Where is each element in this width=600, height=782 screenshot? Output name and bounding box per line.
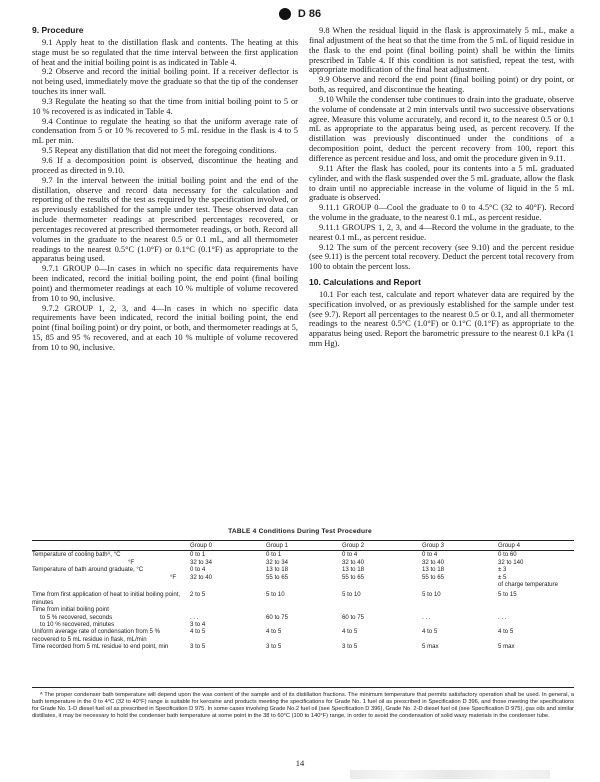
table-cell: 4 to 5 <box>266 628 282 636</box>
table-cell-dots: . . . <box>422 613 431 621</box>
table-cell: 4 to 5 <box>498 628 514 636</box>
paragraph: 9.1 Apply heat to the distillation flask and contents. The heating at this stage must be so regulated that the time interval between the first application of heat and the initial boiling point is as indicated in Table 4. <box>32 36 298 67</box>
paragraph: 9.12 The sum of the percent recovery (see 9.10) and the percent residue (see 9.11) is the percent total recovery. Deduct the percent total recovery from 100 to obtain the percent loss. <box>309 241 574 272</box>
table-cell-dots: . . . <box>498 613 507 621</box>
table-cell: 0 to 4 <box>190 566 206 574</box>
table-footnote <box>32 692 574 720</box>
table-row <box>32 559 574 566</box>
table-cell: 3 to 5 <box>342 643 358 651</box>
table-cell: 60 to 75 <box>266 613 289 621</box>
table-cell: 32 to 34 <box>190 558 213 566</box>
table-cell: Uniform average rate of condensation from 5 % recovered to 5 mL residue in flask, mL/min <box>32 628 161 643</box>
table-cell: 4 to 5 <box>342 628 358 636</box>
table-cell: 55 to 65 <box>266 573 289 581</box>
table-cell: 5 to 10 <box>266 591 285 599</box>
table-cell-dots: . . . <box>190 613 199 621</box>
table-header-cell: Group 1 <box>266 541 342 551</box>
table-cell: 55 to 65 <box>422 573 445 581</box>
table-cell: 0 to 4 <box>422 551 438 559</box>
table-cell: 13 to 18 <box>266 566 289 574</box>
table-cell: Time from initial boiling point <box>32 606 109 614</box>
table-cell: Temperature of bath around graduate, °C <box>32 566 144 574</box>
table-cell: to 5 % recovered, seconds <box>40 613 113 621</box>
paragraph: 9.7.1 GROUP 0—In cases in which no specific data requirements have been indicated, record the initial boiling point, the end point (final boiling point) and thermometer readings at each 10 % multiple of volume recovered from 10 to 90, inclusive. <box>32 263 298 303</box>
table-cell: °F <box>170 573 177 581</box>
paragraph: 9.7 In the interval between the initial boiling point and the end of the distillation, observe and record data necessary for the calculation and reporting of the results of the test as required by the specification involved, or as previously established for the sample under test. These observed data can include thermometer readings at prescribed percentages recovered, or percentages recovered at prescribed thermometer readings, or both. Record all volumes in the graduate to the nearest 0.5 or 0.1 mL, and all thermometer readings to the nearest 0.5°C (1.0°F) or 0.1°C (0.1°F) as appropriate to the apparatus being used. <box>32 174 298 264</box>
table-header-row <box>32 541 574 551</box>
table-cell: 5 max <box>422 643 439 651</box>
table-row <box>32 621 574 628</box>
table-row <box>32 643 574 650</box>
table-cell: of charge temperature <box>498 581 558 589</box>
paragraph: 9.8 When the residual liquid in the flask is approximately 5 mL, make a final adjustment of the heat so that the time from the 5 mL of liquid residue in the flask to the end point (final boiling point) shall be within the limits prescribed in Table 4. If this condition is not satisfied, repeat the test, with appropriate modification of the final heat adjustment. <box>309 25 574 75</box>
table-cell: Time from first application of heat to initial boiling point, minutes <box>32 591 181 606</box>
table-cell: 3 to 5 <box>190 643 206 651</box>
section-heading-procedure: 9. Procedure <box>32 25 84 35</box>
table-bottom-rule <box>32 687 574 688</box>
right-column <box>309 26 574 349</box>
table-row <box>32 551 574 559</box>
table-cell: 13 to 18 <box>422 566 445 574</box>
table-cell: 4 to 5 <box>190 628 206 636</box>
table-cell: 32 to 40 <box>422 558 445 566</box>
table-row <box>32 566 574 573</box>
table-cell: Temperature of cooling bathᴬ, °C <box>32 551 121 559</box>
table-cell: ± 3 <box>498 566 507 574</box>
table-cell: ± 5 <box>498 573 507 581</box>
page-header <box>0 8 600 20</box>
table-cell: 32 to 34 <box>266 558 289 566</box>
table-cell: 0 to 1 <box>190 551 206 559</box>
table-row <box>32 606 574 613</box>
table-cell: 5 to 10 <box>422 591 441 599</box>
conditions-table <box>32 540 574 651</box>
table-row <box>32 614 574 621</box>
table-cell: 3 to 5 <box>266 643 282 651</box>
paragraph: 10.1 For each test, calculate and report whatever data are required by the specification involved, or as previously established for the sample under test (see 9.7). Report all percentages to the nearest 0.5 or 0.1, and all thermometer readings to the nearest 0.5°C (1.0°F) or 0.1°C (0.1°F) as appropriate to the apparatus being used. Report the barometric pressure to the nearest 0.1 kPa (1 mm Hg). <box>309 288 574 349</box>
table-cell: 2 to 5 <box>190 591 206 599</box>
table-cell: 5 to 15 <box>498 591 517 599</box>
left-column <box>32 26 298 353</box>
paragraph: 9.10 While the condenser tube continues to drain into the graduate, observe the volume of condensate at 2 min intervals until two successive observations agree. Measure this volume accurately, and record it, to the nearest 0.5 or 0.1 mL as appropriate to the apparatus being used, as percent recovery. If the distillation was previously discontinued under the conditions of a decomposition point, deduct the percent recovery from 100, report this difference as percent residue and loss, and omit the procedure given in 9.11. <box>309 93 574 163</box>
table-cell: 4 to 5 <box>422 628 438 636</box>
table-header-cell: Group 0 <box>190 541 266 551</box>
table-cell: to 10 % recovered, minutes <box>40 621 115 629</box>
paragraph: 9.11.1 GROUP 0—Cool the graduate to 0 to 4.5°C (32 to 40°F). Record the volume in the graduate, to the nearest 0.1 mL, as percent residue. <box>309 202 574 223</box>
table-row <box>32 574 574 581</box>
table-cell: 60 to 75 <box>342 613 365 621</box>
table-cell: 0 to 1 <box>266 551 282 559</box>
table-cell: 0 to 4 <box>342 551 358 559</box>
page-number: 14 <box>295 758 305 768</box>
paragraph: 9.11.1 GROUPS 1, 2, 3, and 4—Record the volume in the graduate, to the nearest 0.1 mL, as percent residue. <box>309 221 574 242</box>
table-header-cell: Group 3 <box>422 541 498 551</box>
paragraph: 9.5 Repeat any distillation that did not meet the foregoing conditions. <box>42 145 277 156</box>
paragraph: 9.7.2 GROUP 1, 2, 3, and 4—In cases in which no specific data requirements have been indicated, record the initial boiling point, the end point (final boiling point) or dry point, or both, and thermometer readings at 5, 15, 85 and 95 % recovered, and at each 10 % multiple of volume recovered from 10 to 90, inclusive. <box>32 302 298 352</box>
paragraph: 9.11 After the flask has cooled, pour its contents into a 5 mL graduated cylinder, and with the flask suspended over the 5 mL graduate, allow the flask to drain until no appreciable increase in the volume of liquid in the 5 mL graduate is observed. <box>309 162 574 203</box>
table-cell: 32 to 40 <box>190 573 213 581</box>
table-title: TABLE 4 Conditions During Test Procedure <box>228 528 372 535</box>
paragraph: 9.3 Regulate the heating so that the time from initial boiling point to 5 or 10 % recovered is as indicated in Table 4. <box>32 95 298 116</box>
paragraph: 9.6 If a decomposition point is observed, discontinue the heating and proceed as directed in 9.10. <box>32 154 298 175</box>
paragraph: 9.9 Observe and record the end point (final boiling point) or dry point, or both, as required, and discontinue the heating. <box>309 74 574 95</box>
table-row <box>32 581 574 588</box>
table-cell: 5 max <box>498 643 515 651</box>
table-row <box>32 591 574 606</box>
table-header-cell <box>32 541 190 551</box>
table-header-cell: Group 4 <box>498 541 574 551</box>
table-cell: Time recorded from 5 mL residue to end point, min <box>32 643 169 651</box>
paragraph: 9.4 Continue to regulate the heating so that the uniform average rate of condensation from 5 or 10 % recovered to 5 mL residue in the flask is 4 to 5 mL per min. <box>32 115 298 146</box>
table-cell: 5 to 10 <box>342 591 361 599</box>
table-cell: 0 to 60 <box>498 551 517 559</box>
section-heading-calculations: 10. Calculations and Report <box>309 277 421 288</box>
scan-artifact <box>350 770 550 779</box>
table-cell: 13 to 18 <box>342 566 365 574</box>
paragraph: 9.2 Observe and record the initial boiling point. If a receiver deflector is not being used, immediately move the graduate so that the tip of the condenser touches its inner wall. <box>32 66 298 97</box>
astm-logo-icon <box>279 8 291 20</box>
table-cell: 3 to 4 <box>190 621 206 629</box>
footnote-text: ᴬ The proper condenser bath temperature will depend upon the wax content of the sample and of its distillation fractions. The minimum temperature that permits satisfactory operation shall be used. In general, a bath temperature in the 0 to 4°C (32 to 40°F) range is suitable for kerosine and products meeting the specifications for Grade No. 1 fuel oil as prescribed in Specification D 396, and those meeting the specifications for Grade No. 1-D diesel fuel oil as prescribed in Specification D 975. In some cases involving Grade No.2 fuel oil (see Specification D 396), Grade No. 2-D diesel fuel oil (see Specification D 975), gas oils and similar distillates, it may be necessary to hold the condenser bath temperature at some point in the 38 to 60°C (100 to 140°F) range, in order to avoid the condensation of solid waxy materials in the condenser tube. <box>32 692 574 719</box>
table-cell: 32 to 40 <box>342 558 365 566</box>
table-row <box>32 628 574 643</box>
table-header-cell: Group 2 <box>342 541 422 551</box>
document-title: D 86 <box>297 8 322 20</box>
table-cell: °F <box>128 558 135 566</box>
table-cell: 32 to 140 <box>498 558 524 566</box>
table-cell: 55 to 65 <box>342 573 365 581</box>
